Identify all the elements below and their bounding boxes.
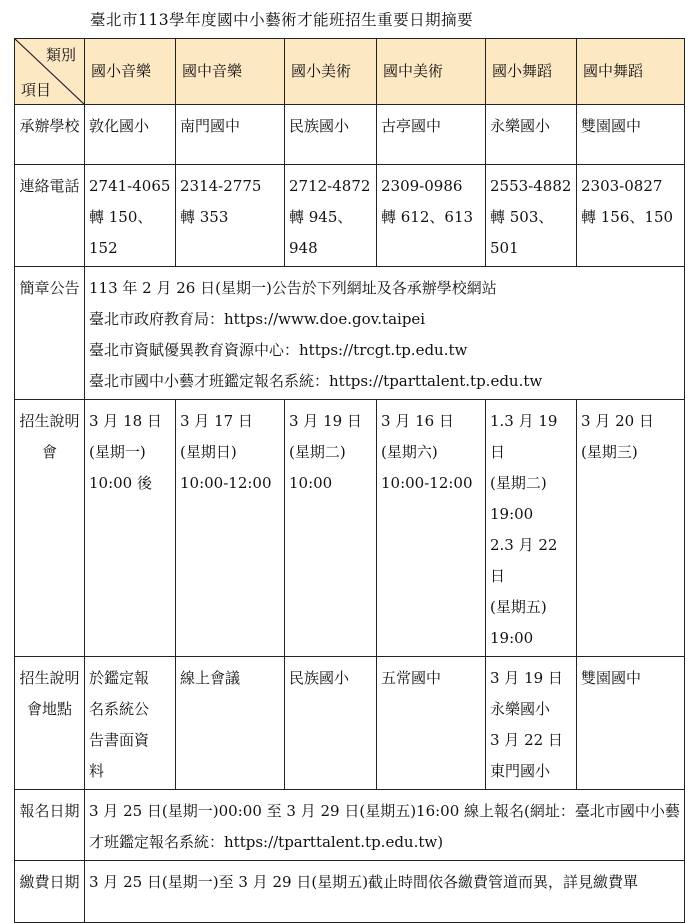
row-session [15, 400, 685, 657]
table-cell: 民族國小 [285, 657, 377, 790]
table-cell: 古亭國中 [377, 105, 486, 165]
row-label [15, 267, 85, 400]
table-cell: 永樂國小 [486, 105, 577, 165]
row-label [15, 165, 85, 267]
notice-line: 臺北市資賦優異教育資源中心：https://trcgt.tp.edu.tw [89, 341, 468, 359]
table-cell: 3 月 18 日 (星期一) 10:00 後 [85, 400, 176, 657]
table-cell: 南門國中 [176, 105, 285, 165]
row-label-text: 繳費日期 [19, 873, 80, 891]
register-cell: 3 月 25 日(星期一)00:00 至 3 月 29 日(星期五)16:00 線上報名(網址：臺北市國中小藝才班鑑定報名系統：https://tparttalent.tp.edu.tw) [85, 790, 685, 861]
notice-line: 臺北市政府教育局：https://www.doe.gov.taipei [89, 310, 426, 328]
col-header: 國小音樂 [85, 39, 176, 105]
row-label-text: 招生說明會地點 [19, 669, 80, 718]
col-header: 國小舞蹈 [486, 39, 577, 105]
header-row [15, 39, 685, 105]
row-label [15, 400, 85, 657]
schedule-table [14, 38, 685, 923]
row-label-text: 報名日期 [19, 802, 80, 820]
table-cell: 2741-4065 轉 150、152 [85, 165, 176, 267]
corner-cell [15, 39, 85, 105]
table-cell: 線上會議 [176, 657, 285, 790]
row-notice [15, 267, 685, 400]
table-cell: 2314-2775 轉 353 [176, 165, 285, 267]
table-cell: 敦化國小 [85, 105, 176, 165]
row-label [15, 861, 85, 923]
row-label-text: 簡章公告 [19, 279, 80, 297]
table-cell: 1.3 月 19 日 (星期二) 19:00 2.3 月 22 日 (星期五) 19:00 [486, 400, 577, 657]
row-venue [15, 657, 685, 790]
table-cell: 3 月 16 日 (星期六) 10:00-12:00 [377, 400, 486, 657]
table-cell: 3 月 17 日 (星期日) 10:00-12:00 [176, 400, 285, 657]
table-cell: 3 月 20 日 (星期三) [577, 400, 685, 657]
row-payment [15, 861, 685, 923]
col-header: 國小美術 [285, 39, 377, 105]
table-cell: 2303-0827 轉 156、150 [577, 165, 685, 267]
table-cell: 於鑑定報 名系統公 告書面資 料 [85, 657, 176, 790]
payment-cell: 3 月 25 日(星期一)至 3 月 29 日(星期五)截止時間依各繳費管道而異，詳見繳費單 [85, 861, 685, 923]
row-label-text: 連絡電話 [19, 177, 80, 195]
row-label [15, 657, 85, 790]
col-header: 國中舞蹈 [577, 39, 685, 105]
notice-cell [85, 267, 685, 400]
row-label [15, 105, 85, 165]
table-cell: 五常國中 [377, 657, 486, 790]
table-cell: 雙園國中 [577, 105, 685, 165]
row-register [15, 790, 685, 861]
table-cell: 3 月 19 日 永樂國小 3 月 22 日 東門國小 [486, 657, 577, 790]
corner-label-category: 類別 [45, 46, 76, 64]
row-label-text: 承辦學校 [19, 117, 80, 135]
corner-label-item: 項目 [21, 81, 52, 99]
table-cell: 民族國小 [285, 105, 377, 165]
col-header: 國中音樂 [176, 39, 285, 105]
row-label-text: 招生說明會 [19, 412, 80, 461]
row-school [15, 105, 685, 165]
row-label [15, 790, 85, 861]
table-cell: 3 月 19 日 (星期二) 10:00 [285, 400, 377, 657]
table-cell: 雙園國中 [577, 657, 685, 790]
notice-line: 臺北市國中小藝才班鑑定報名系統：https://tparttalent.tp.edu.tw [89, 372, 543, 390]
col-header: 國中美術 [377, 39, 486, 105]
page-title: 臺北市113學年度國中小藝術才能班招生重要日期摘要 [90, 11, 474, 29]
table-cell: 2309-0986 轉 612、613 [377, 165, 486, 267]
row-phone [15, 165, 685, 267]
table-cell: 2553-4882 轉 503、501 [486, 165, 577, 267]
notice-line: 113 年 2 月 26 日(星期一)公告於下列網址及各承辦學校網站 [89, 279, 497, 297]
table-cell: 2712-4872 轉 945、948 [285, 165, 377, 267]
